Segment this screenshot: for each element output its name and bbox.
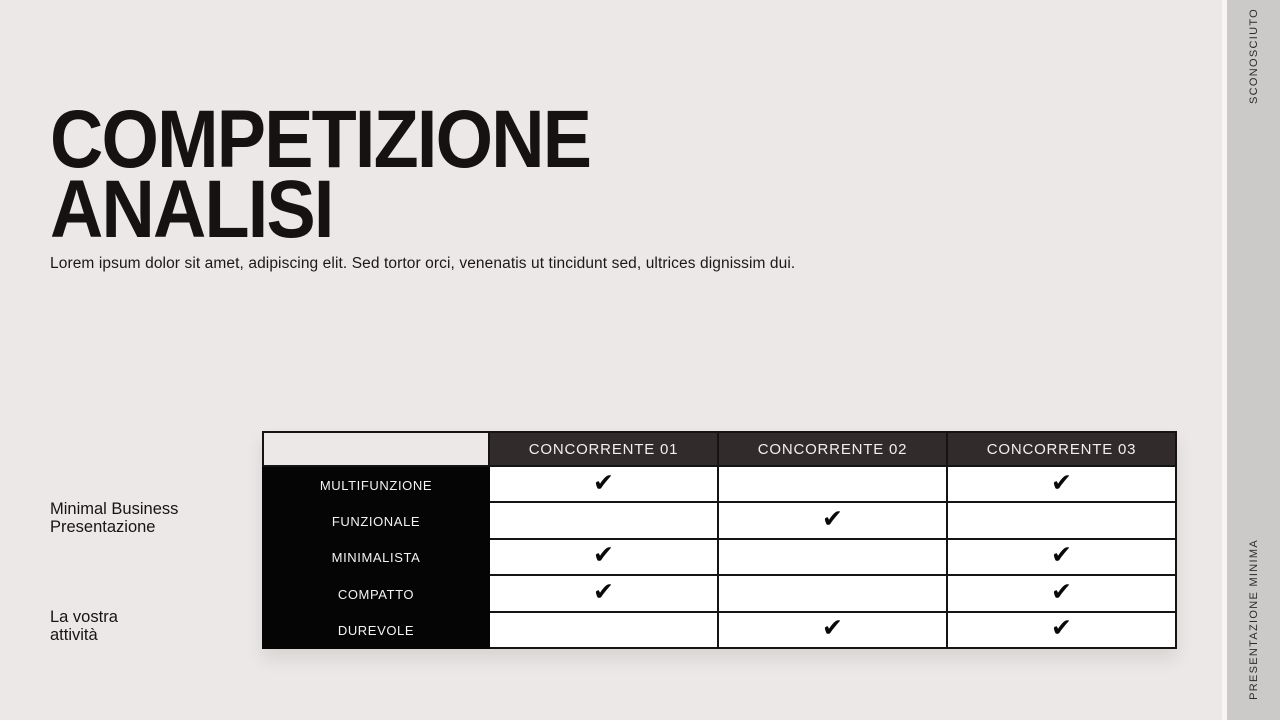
table-cell (719, 576, 948, 612)
table-cell (948, 613, 1177, 649)
subtitle: Lorem ipsum dolor sit amet, adipiscing elit. Sed tortor orci, venenatis ut tincidunt sed, ultrices dignissim dui. (50, 255, 796, 272)
row-label: MULTIFUNZIONE (262, 467, 490, 503)
check-icon: ✔ (593, 576, 614, 606)
activity-caption (50, 608, 118, 645)
page-title-line1: COMPETIZIONE (50, 94, 591, 185)
check-icon: ✔ (822, 613, 843, 643)
table-cell (948, 576, 1177, 612)
page-title-line2: ANALISI (50, 164, 333, 256)
comparison-table (262, 431, 1177, 649)
table-cell (719, 540, 948, 576)
table-cell (490, 467, 719, 503)
page-title (50, 94, 591, 256)
check-icon: ✔ (1051, 613, 1072, 643)
table-cell (719, 467, 948, 503)
activity-caption-line1: La vostra (50, 608, 118, 626)
table-cell (490, 613, 719, 649)
row-label: FUNZIONALE (262, 503, 490, 539)
column-header-1: CONCORRENTE 01 (490, 431, 719, 467)
activity-caption-line2: attività (50, 626, 98, 645)
table-cell (719, 613, 948, 649)
row-label: MINIMALISTA (262, 540, 490, 576)
check-icon: ✔ (593, 467, 614, 497)
brand-caption-line1: Minimal Business (50, 500, 179, 518)
check-icon: ✔ (822, 504, 843, 534)
table-cell (719, 503, 948, 539)
table-cell (948, 540, 1177, 576)
table-cell (948, 467, 1177, 503)
table-cell (490, 503, 719, 539)
brand-caption (50, 500, 178, 537)
column-header-3: CONCORRENTE 03 (948, 431, 1177, 467)
brand-caption-line2: Presentazione (50, 518, 156, 537)
table-cell (490, 576, 719, 612)
table-cell (948, 503, 1177, 539)
table-cell (490, 540, 719, 576)
row-label: DUREVOLE (262, 613, 490, 649)
row-label: COMPATTO (262, 576, 490, 612)
check-icon: ✔ (1051, 540, 1072, 570)
column-header-2: CONCORRENTE 02 (719, 431, 948, 467)
check-icon: ✔ (1051, 576, 1072, 606)
sidebar-bottom-label: PRESENTAZIONE MINIMA (1248, 539, 1260, 700)
sidebar-top-label: SCONOSCIUTO (1248, 8, 1260, 104)
table-corner-cell (262, 431, 490, 467)
check-icon: ✔ (593, 540, 614, 570)
check-icon: ✔ (1051, 467, 1072, 497)
